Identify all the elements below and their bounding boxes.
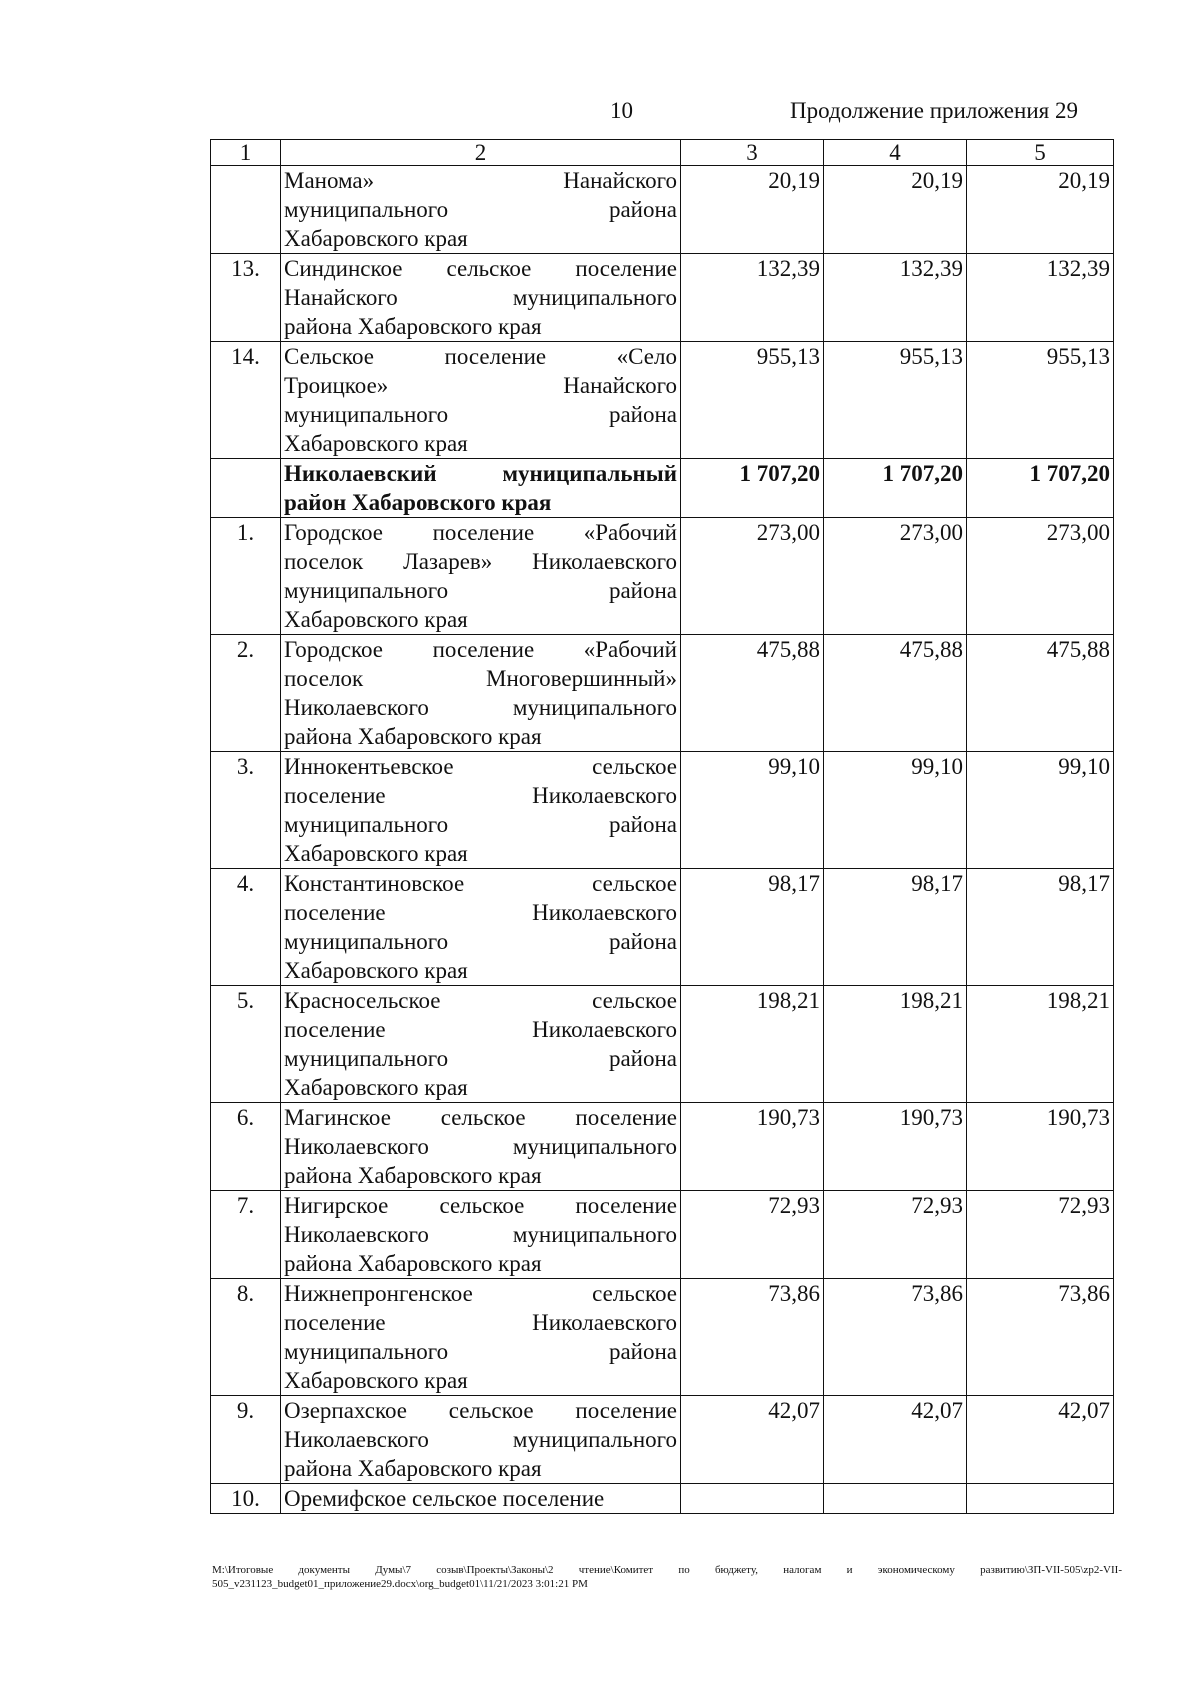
amount-cell — [967, 1484, 1114, 1514]
name-line: поселок Многовершинный» — [284, 666, 677, 691]
table-row — [211, 752, 1114, 869]
row-number: 4. — [211, 869, 281, 986]
name-line: Озерпахское сельское поселение — [284, 1398, 677, 1423]
row-number: 3. — [211, 752, 281, 869]
row-number: 1. — [211, 518, 281, 635]
amount-cell: 190,73 — [967, 1103, 1114, 1191]
municipality-name — [281, 869, 681, 986]
table-body — [211, 166, 1114, 1514]
row-number: 14. — [211, 342, 281, 459]
amount-cell: 98,17 — [824, 869, 967, 986]
municipality-name — [281, 166, 681, 254]
amount-cell: 273,00 — [681, 518, 824, 635]
name-line: поселение Николаевского — [284, 900, 677, 925]
column-header: 3 — [681, 140, 824, 166]
amount-cell: 190,73 — [824, 1103, 967, 1191]
name-line: муниципального района — [284, 578, 677, 603]
name-line: район Хабаровского края — [284, 490, 552, 515]
name-line: Нигирское сельское поселение — [284, 1193, 677, 1218]
amount-cell — [824, 1484, 967, 1514]
amount-cell: 198,21 — [681, 986, 824, 1103]
amount-cell: 98,17 — [681, 869, 824, 986]
row-number — [211, 166, 281, 254]
municipality-name — [281, 986, 681, 1103]
table-row — [211, 342, 1114, 459]
amount-cell: 198,21 — [967, 986, 1114, 1103]
name-line: поселение Николаевского — [284, 1017, 677, 1042]
name-line: Троицкое» Нанайского — [284, 373, 677, 398]
amount-cell: 72,93 — [824, 1191, 967, 1279]
name-line: Николаевского муниципального — [284, 1427, 677, 1452]
table-row — [211, 254, 1114, 342]
amount-cell: 475,88 — [967, 635, 1114, 752]
name-line: Хабаровского края — [284, 841, 468, 866]
municipality-name — [281, 752, 681, 869]
amount-cell: 132,39 — [824, 254, 967, 342]
table-row — [211, 869, 1114, 986]
name-line: Хабаровского края — [284, 607, 468, 632]
name-line: района Хабаровского края — [284, 1456, 542, 1481]
amount-cell: 20,19 — [681, 166, 824, 254]
name-line: Нижнепронгенское сельское — [284, 1281, 677, 1306]
amount-cell: 72,93 — [967, 1191, 1114, 1279]
amount-cell: 73,86 — [824, 1279, 967, 1396]
column-header: 1 — [211, 140, 281, 166]
amount-cell: 1 707,20 — [967, 459, 1114, 518]
name-line: поселение Николаевского — [284, 1310, 677, 1335]
name-line: муниципального района — [284, 1339, 677, 1364]
table-row — [211, 459, 1114, 518]
table-row — [211, 1279, 1114, 1396]
name-line: поселение Николаевского — [284, 783, 677, 808]
municipality-name — [281, 254, 681, 342]
page-number: 10 — [610, 98, 633, 123]
name-line: Магинское сельское поселение — [284, 1105, 677, 1130]
amount-cell: 190,73 — [681, 1103, 824, 1191]
name-line: Манома» Нанайского — [284, 168, 677, 193]
amount-cell: 955,13 — [824, 342, 967, 459]
row-number: 9. — [211, 1396, 281, 1484]
table-header-row — [211, 140, 1114, 166]
name-line: района Хабаровского края — [284, 1251, 542, 1276]
municipality-name — [281, 635, 681, 752]
name-line: Оремифское сельское поселение — [284, 1486, 605, 1511]
municipality-name — [281, 1484, 681, 1514]
name-line: Городское поселение «Рабочий — [284, 520, 677, 545]
name-line: Хабаровского края — [284, 1075, 468, 1100]
name-line: Константиновское сельское — [284, 871, 677, 896]
amount-cell: 72,93 — [681, 1191, 824, 1279]
municipality-name — [281, 342, 681, 459]
row-number: 6. — [211, 1103, 281, 1191]
name-line: Нанайского муниципального — [284, 285, 677, 310]
amount-cell: 99,10 — [681, 752, 824, 869]
row-number: 13. — [211, 254, 281, 342]
name-line: Хабаровского края — [284, 1368, 468, 1393]
row-number: 8. — [211, 1279, 281, 1396]
amount-cell: 273,00 — [967, 518, 1114, 635]
municipality-name — [281, 1396, 681, 1484]
name-line: муниципального района — [284, 1046, 677, 1071]
name-line: муниципального района — [284, 402, 677, 427]
amount-cell: 955,13 — [681, 342, 824, 459]
amount-cell — [681, 1484, 824, 1514]
file-path-footer: M:\Итоговые документы Думы\7 созыв\Проекты\Законы\2 чтение\Комитет по бюджету, налогам и экономическому развитию\ЗП-VII-505\zp2-VII-505_v231123_budget01_приложение29.docx\org_budget01\11/21/2023 3:01:21 PM — [212, 1564, 1122, 1590]
municipality-name — [281, 1279, 681, 1396]
table-row — [211, 986, 1114, 1103]
table-row — [211, 518, 1114, 635]
amount-cell: 955,13 — [967, 342, 1114, 459]
column-header: 5 — [967, 140, 1114, 166]
row-number: 7. — [211, 1191, 281, 1279]
municipality-name — [281, 518, 681, 635]
column-header: 2 — [281, 140, 681, 166]
column-header: 4 — [824, 140, 967, 166]
amount-cell: 73,86 — [681, 1279, 824, 1396]
amount-cell: 42,07 — [967, 1396, 1114, 1484]
name-line: района Хабаровского края — [284, 724, 542, 749]
budget-table — [210, 139, 1114, 1514]
amount-cell: 99,10 — [824, 752, 967, 869]
name-line: Городское поселение «Рабочий — [284, 637, 677, 662]
amount-cell: 132,39 — [967, 254, 1114, 342]
amount-cell: 475,88 — [824, 635, 967, 752]
name-line: муниципального района — [284, 197, 677, 222]
name-line: Николаевского муниципального — [284, 695, 677, 720]
name-line: Хабаровского края — [284, 226, 468, 251]
name-line: Николаевского муниципального — [284, 1134, 677, 1159]
municipality-name — [281, 459, 681, 518]
name-line: Сельское поселение «Село — [284, 344, 677, 369]
amount-cell: 42,07 — [681, 1396, 824, 1484]
row-number — [211, 459, 281, 518]
name-line: Красносельское сельское — [284, 988, 677, 1013]
continuation-title: Продолжение приложения 29 — [790, 98, 1078, 123]
amount-cell: 98,17 — [967, 869, 1114, 986]
amount-cell: 73,86 — [967, 1279, 1114, 1396]
row-number: 5. — [211, 986, 281, 1103]
name-line: муниципального района — [284, 929, 677, 954]
amount-cell: 99,10 — [967, 752, 1114, 869]
amount-cell: 1 707,20 — [681, 459, 824, 518]
amount-cell: 1 707,20 — [824, 459, 967, 518]
amount-cell: 475,88 — [681, 635, 824, 752]
table-row — [211, 1396, 1114, 1484]
name-line: Николаевский муниципальный — [284, 461, 677, 486]
amount-cell: 20,19 — [967, 166, 1114, 254]
name-line: поселок Лазарев» Николаевского — [284, 549, 677, 574]
name-line: муниципального района — [284, 812, 677, 837]
name-line: Синдинское сельское поселение — [284, 256, 677, 281]
name-line: Иннокентьевское сельское — [284, 754, 677, 779]
name-line: Хабаровского края — [284, 431, 468, 456]
table-row — [211, 1191, 1114, 1279]
name-line: района Хабаровского края — [284, 314, 542, 339]
name-line: Хабаровского края — [284, 958, 468, 983]
name-line: Николаевского муниципального — [284, 1222, 677, 1247]
amount-cell: 132,39 — [681, 254, 824, 342]
row-number: 2. — [211, 635, 281, 752]
amount-cell: 42,07 — [824, 1396, 967, 1484]
row-number: 10. — [211, 1484, 281, 1514]
municipality-name — [281, 1103, 681, 1191]
table-row — [211, 635, 1114, 752]
name-line: района Хабаровского края — [284, 1163, 542, 1188]
table-row — [211, 166, 1114, 254]
amount-cell: 198,21 — [824, 986, 967, 1103]
table-row — [211, 1103, 1114, 1191]
municipality-name — [281, 1191, 681, 1279]
table-row — [211, 1484, 1114, 1514]
amount-cell: 20,19 — [824, 166, 967, 254]
amount-cell: 273,00 — [824, 518, 967, 635]
